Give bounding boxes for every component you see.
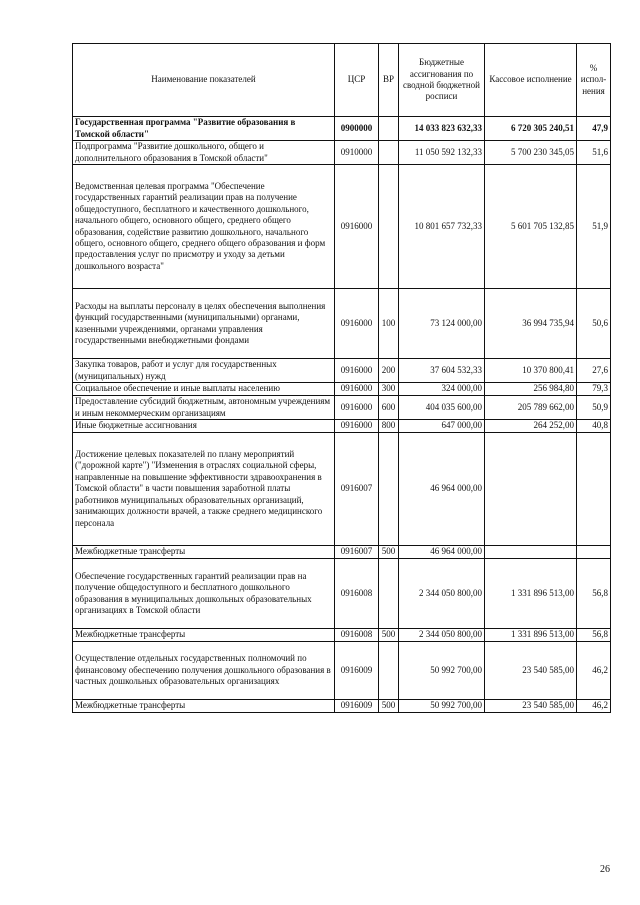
cell-vr: 500 (379, 700, 399, 713)
cell-vr: 300 (379, 383, 399, 396)
cell-assigned: 14 033 823 632,33 (399, 117, 485, 141)
cell-name: Иные бюджетные ассигнования (73, 420, 335, 433)
cell-csr: 0900000 (335, 117, 379, 141)
cell-percent (577, 546, 611, 559)
cell-vr (379, 433, 399, 546)
cell-executed (485, 546, 577, 559)
cell-percent: 27,6 (577, 359, 611, 383)
cell-assigned: 2 344 050 800,00 (399, 629, 485, 642)
cell-percent: 47,9 (577, 117, 611, 141)
cell-name: Государственная программа "Развитие образования в Томской области" (73, 117, 335, 141)
cell-executed: 36 994 735,94 (485, 289, 577, 359)
cell-assigned: 647 000,00 (399, 420, 485, 433)
cell-percent: 46,2 (577, 700, 611, 713)
cell-executed: 205 789 662,00 (485, 396, 577, 420)
cell-executed: 6 720 305 240,51 (485, 117, 577, 141)
cell-executed: 5 601 705 132,85 (485, 165, 577, 289)
cell-name: Социальное обеспечение и иные выплаты населению (73, 383, 335, 396)
cell-name: Межбюджетные трансферты (73, 546, 335, 559)
cell-vr (379, 642, 399, 700)
table-row (73, 546, 611, 559)
cell-csr: 0916000 (335, 420, 379, 433)
cell-percent: 46,2 (577, 642, 611, 700)
cell-assigned: 404 035 600,00 (399, 396, 485, 420)
table-header-row (73, 44, 611, 117)
table-row (73, 396, 611, 420)
cell-csr: 0916007 (335, 433, 379, 546)
cell-executed: 256 984,80 (485, 383, 577, 396)
cell-executed: 5 700 230 345,05 (485, 141, 577, 165)
cell-executed (485, 433, 577, 546)
cell-executed: 10 370 800,41 (485, 359, 577, 383)
cell-name: Ведомственная целевая программа "Обеспечение государственных гарантий реализации прав на получение общедоступного, бесплатного и качественного дошкольного, начального общего, основного общего, среднего общего образования, содействие развитию дошкольного, начального общего, основного общего, среднего общего образования и форм предоставления услуг по присмотру и уходу за детьми дошкольного возраста" (73, 165, 335, 289)
cell-vr (379, 559, 399, 629)
cell-percent: 56,8 (577, 629, 611, 642)
table-row (73, 289, 611, 359)
cell-vr (379, 117, 399, 141)
cell-name: Предоставление субсидий бюджетным, автономным учреждениям и иным некоммерческим организациям (73, 396, 335, 420)
cell-assigned: 50 992 700,00 (399, 642, 485, 700)
table-row (73, 383, 611, 396)
cell-name: Закупка товаров, работ и услуг для государственных (муниципальных) нужд (73, 359, 335, 383)
cell-name: Расходы на выплаты персоналу в целях обеспечения выполнения функций государственными (муниципальными) органами, казенными учреждениями, органами управления государственными внебюджетными фондами (73, 289, 335, 359)
cell-assigned: 10 801 657 732,33 (399, 165, 485, 289)
cell-name: Подпрограмма "Развитие дошкольного, общего и дополнительного образования в Томской области" (73, 141, 335, 165)
cell-assigned: 46 964 000,00 (399, 546, 485, 559)
cell-csr: 0916000 (335, 289, 379, 359)
table-row (73, 642, 611, 700)
header-csr: ЦСР (335, 44, 379, 117)
table-row (73, 117, 611, 141)
table-row (73, 559, 611, 629)
header-percent: % испол-нения (577, 44, 611, 117)
cell-name: Осуществление отдельных государственных полномочий по финансовому обеспечению получения дошкольного образования в частных дошкольных образовательных организациях (73, 642, 335, 700)
cell-percent: 51,9 (577, 165, 611, 289)
cell-csr: 0916000 (335, 396, 379, 420)
cell-percent (577, 433, 611, 546)
page-number: 26 (600, 864, 610, 875)
cell-assigned: 11 050 592 132,33 (399, 141, 485, 165)
cell-csr: 0916008 (335, 559, 379, 629)
cell-vr (379, 141, 399, 165)
cell-csr: 0916007 (335, 546, 379, 559)
header-vr: ВР (379, 44, 399, 117)
cell-assigned: 37 604 532,33 (399, 359, 485, 383)
cell-name: Достижение целевых показателей по плану мероприятий ("дорожной карте") "Изменения в отраслях социальной сферы, направленные на повышение эффективности здравоохранения в Томской области" в части повышения заработной платы работников муниципальных образовательных организаций, занимающих должности врачей, а также среднего медицинского персонала (73, 433, 335, 546)
cell-name: Межбюджетные трансферты (73, 629, 335, 642)
cell-csr: 0916000 (335, 165, 379, 289)
cell-vr (379, 165, 399, 289)
cell-assigned: 73 124 000,00 (399, 289, 485, 359)
cell-percent: 79,3 (577, 383, 611, 396)
cell-percent: 56,8 (577, 559, 611, 629)
cell-vr: 100 (379, 289, 399, 359)
cell-vr: 800 (379, 420, 399, 433)
cell-executed: 23 540 585,00 (485, 700, 577, 713)
cell-csr: 0916000 (335, 359, 379, 383)
cell-percent: 50,9 (577, 396, 611, 420)
cell-vr: 200 (379, 359, 399, 383)
cell-percent: 50,6 (577, 289, 611, 359)
cell-executed: 264 252,00 (485, 420, 577, 433)
cell-assigned: 46 964 000,00 (399, 433, 485, 546)
cell-csr: 0910000 (335, 141, 379, 165)
cell-csr: 0916009 (335, 642, 379, 700)
cell-name: Обеспечение государственных гарантий реализации прав на получение общедоступного и бесплатного дошкольного образования в муниципальных дошкольных образовательных организациях в Томской области (73, 559, 335, 629)
table-row (73, 433, 611, 546)
cell-csr: 0916000 (335, 383, 379, 396)
cell-csr: 0916008 (335, 629, 379, 642)
cell-percent: 51,6 (577, 141, 611, 165)
header-name: Наименование показателей (73, 44, 335, 117)
table-row (73, 629, 611, 642)
table-row (73, 141, 611, 165)
table-row (73, 359, 611, 383)
header-executed: Кассовое исполнение (485, 44, 577, 117)
table-row (73, 420, 611, 433)
cell-percent: 40,8 (577, 420, 611, 433)
cell-name: Межбюджетные трансферты (73, 700, 335, 713)
cell-assigned: 2 344 050 800,00 (399, 559, 485, 629)
cell-vr: 500 (379, 546, 399, 559)
budget-execution-table (72, 43, 611, 713)
header-assigned: Бюджетные ассигнования по сводной бюджетной росписи (399, 44, 485, 117)
cell-vr: 500 (379, 629, 399, 642)
table-row (73, 700, 611, 713)
cell-executed: 23 540 585,00 (485, 642, 577, 700)
cell-csr: 0916009 (335, 700, 379, 713)
table-body (73, 117, 611, 713)
cell-assigned: 50 992 700,00 (399, 700, 485, 713)
table-row (73, 165, 611, 289)
cell-executed: 1 331 896 513,00 (485, 629, 577, 642)
cell-assigned: 324 000,00 (399, 383, 485, 396)
cell-vr: 600 (379, 396, 399, 420)
cell-executed: 1 331 896 513,00 (485, 559, 577, 629)
